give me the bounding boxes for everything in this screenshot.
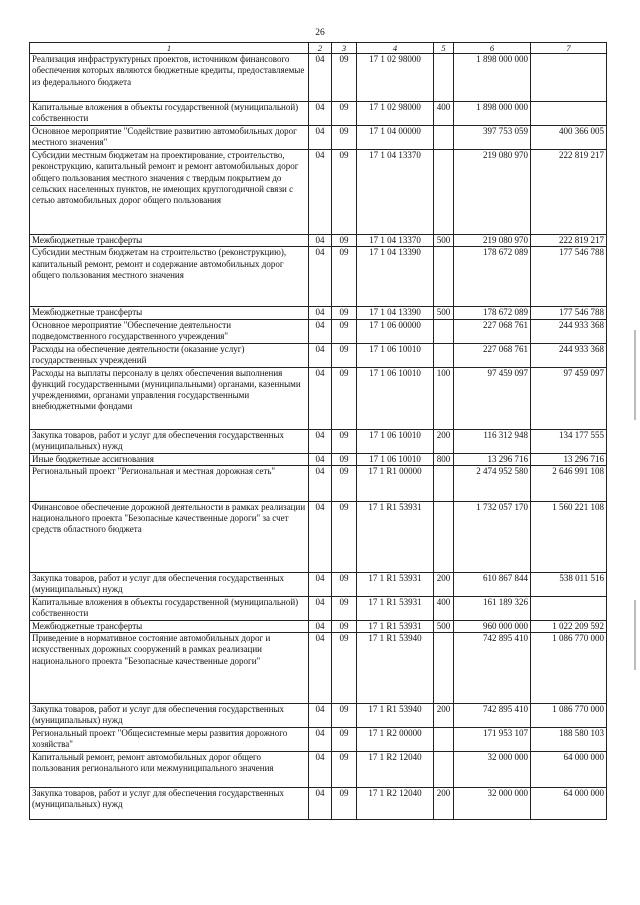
table-cell: Закупка товаров, работ и услуг для обеспечения государственных (муниципальных) нужд — [30, 704, 309, 728]
table-cell: 09 — [332, 572, 357, 596]
table-cell: 1 086 770 000 — [531, 633, 607, 704]
table-cell: 800 — [434, 453, 454, 465]
table-cell: 64 000 000 — [531, 752, 607, 788]
table-row — [30, 54, 607, 102]
table-cell: 04 — [309, 788, 332, 820]
table-cell: 17 1 R1 53931 — [357, 572, 434, 596]
table-row — [30, 788, 607, 820]
table-cell: Закупка товаров, работ и услуг для обеспечения государственных (муниципальных) нужд — [30, 572, 309, 596]
table-row — [30, 453, 607, 465]
table-cell: 09 — [332, 126, 357, 150]
column-header: 3 — [332, 43, 357, 54]
table-cell: 09 — [332, 319, 357, 343]
table-cell: 09 — [332, 150, 357, 235]
table-row — [30, 429, 607, 453]
table-cell: 09 — [332, 235, 357, 247]
table-cell: 161 189 326 — [454, 596, 531, 620]
table-cell: Межбюджетные трансферты — [30, 307, 309, 319]
table-cell: Закупка товаров, работ и услуг для обеспечения государственных (муниципальных) нужд — [30, 429, 309, 453]
table-cell: Приведение в нормативное состояние автомобильных дорог и искусственных дорожных сооружений в рамках реализации национального проекта "Безопасные качественные дороги" — [30, 633, 309, 704]
table-row — [30, 126, 607, 150]
table-row — [30, 728, 607, 752]
table-cell: 17 1 06 10010 — [357, 343, 434, 367]
table-row — [30, 752, 607, 788]
table-cell: 13 296 716 — [454, 453, 531, 465]
table-cell: 09 — [332, 102, 357, 126]
table-cell: Региональный проект "Региональная и местная дорожная сеть" — [30, 465, 309, 501]
table-cell: 09 — [332, 307, 357, 319]
table-cell: 17 1 06 10010 — [357, 453, 434, 465]
table-cell: 04 — [309, 126, 332, 150]
table-cell: 400 — [434, 596, 454, 620]
table-cell: 17 1 R1 53931 — [357, 620, 434, 632]
table-cell: 04 — [309, 150, 332, 235]
table-body — [30, 54, 607, 820]
table-cell: Основное мероприятие "Обеспечение деятельности подведомственного государственного учреждения" — [30, 319, 309, 343]
column-header: 4 — [357, 43, 434, 54]
table-cell: 04 — [309, 54, 332, 102]
table-cell: 17 1 R1 53940 — [357, 633, 434, 704]
table-cell: Капитальный ремонт, ремонт автомобильных дорог общего пользования регионального или межмуниципального значения — [30, 752, 309, 788]
table-cell: Финансовое обеспечение дорожной деятельности в рамках реализации национального проекта "Безопасные качественные дороги" за счет средств областного бюджета — [30, 501, 309, 572]
table-cell: Капитальные вложения в объекты государственной (муниципальной) собственности — [30, 596, 309, 620]
table-cell: 04 — [309, 235, 332, 247]
table-cell — [434, 319, 454, 343]
table-cell: 500 — [434, 235, 454, 247]
table-cell: 09 — [332, 367, 357, 429]
table-cell: 177 546 788 — [531, 247, 607, 307]
table-cell: 178 672 089 — [454, 307, 531, 319]
table-cell: 04 — [309, 319, 332, 343]
table-cell: 134 177 555 — [531, 429, 607, 453]
table-cell: 2 474 952 580 — [454, 465, 531, 501]
table-cell: 09 — [332, 247, 357, 307]
table-cell: 04 — [309, 752, 332, 788]
table-cell: 200 — [434, 704, 454, 728]
column-header: 7 — [531, 43, 607, 54]
table-row — [30, 620, 607, 632]
table-cell: 09 — [332, 633, 357, 704]
table-cell: 17 1 06 00000 — [357, 319, 434, 343]
table-cell: 32 000 000 — [454, 788, 531, 820]
table-cell: 17 1 06 10010 — [357, 429, 434, 453]
table-cell: 116 312 948 — [454, 429, 531, 453]
table-cell: 04 — [309, 501, 332, 572]
table-cell: 100 — [434, 367, 454, 429]
table-cell: Иные бюджетные ассигнования — [30, 453, 309, 465]
table-cell: Капитальные вложения в объекты государственной (муниципальной) собственности — [30, 102, 309, 126]
table-cell: 17 1 04 13390 — [357, 307, 434, 319]
budget-table — [29, 42, 607, 820]
table-cell: Закупка товаров, работ и услуг для обеспечения государственных (муниципальных) нужд — [30, 788, 309, 820]
table-row — [30, 465, 607, 501]
table-cell: 960 000 000 — [454, 620, 531, 632]
table-cell: 227 068 761 — [454, 343, 531, 367]
table-cell: Межбюджетные трансферты — [30, 235, 309, 247]
table-cell: 1 560 221 108 — [531, 501, 607, 572]
table-cell: 17 1 04 13370 — [357, 150, 434, 235]
table-cell: 188 580 103 — [531, 728, 607, 752]
column-header: 5 — [434, 43, 454, 54]
table-cell: 97 459 097 — [531, 367, 607, 429]
column-header: 2 — [309, 43, 332, 54]
table-cell: 400 366 005 — [531, 126, 607, 150]
table-cell — [434, 465, 454, 501]
table-cell: 17 1 R1 53940 — [357, 704, 434, 728]
table-cell — [434, 343, 454, 367]
table-cell: 09 — [332, 788, 357, 820]
table-row — [30, 572, 607, 596]
table-cell: 17 1 02 98000 — [357, 102, 434, 126]
table-cell: 397 753 059 — [454, 126, 531, 150]
table-cell: 04 — [309, 465, 332, 501]
table-cell: 200 — [434, 788, 454, 820]
table-row — [30, 247, 607, 307]
table-cell: 09 — [332, 429, 357, 453]
table-cell: 04 — [309, 704, 332, 728]
table-cell: 610 867 844 — [454, 572, 531, 596]
table-cell: 17 1 02 98000 — [357, 54, 434, 102]
table-cell: 500 — [434, 620, 454, 632]
column-number-row — [30, 43, 607, 54]
table-cell: 17 1 R1 00000 — [357, 465, 434, 501]
table-cell: 244 933 368 — [531, 319, 607, 343]
table-cell: 1 898 000 000 — [454, 102, 531, 126]
table-cell: 09 — [332, 343, 357, 367]
table-cell: 219 080 970 — [454, 150, 531, 235]
table-cell: Субсидии местным бюджетам на строительство (реконструкцию), капитальный ремонт, ремонт и содержание автомобильных дорог общего пользования местного значения — [30, 247, 309, 307]
table-cell: 200 — [434, 572, 454, 596]
table-cell: Расходы на обеспечение деятельности (оказание услуг) государственных учреждений — [30, 343, 309, 367]
table-cell: Региональный проект "Общесистемные меры развития дорожного хозяйства" — [30, 728, 309, 752]
table-cell: 17 1 04 13370 — [357, 235, 434, 247]
table-row — [30, 235, 607, 247]
table-cell — [434, 126, 454, 150]
table-cell: 04 — [309, 367, 332, 429]
table-cell — [531, 596, 607, 620]
table-cell: 09 — [332, 596, 357, 620]
table-cell: 1 022 209 592 — [531, 620, 607, 632]
table-cell: 178 672 089 — [454, 247, 531, 307]
table-cell: 1 898 000 000 — [454, 54, 531, 102]
table-cell: 222 819 217 — [531, 235, 607, 247]
table-cell: 04 — [309, 343, 332, 367]
table-cell: 13 296 716 — [531, 453, 607, 465]
table-cell: 04 — [309, 620, 332, 632]
table-row — [30, 633, 607, 704]
table-cell: 17 1 06 10010 — [357, 367, 434, 429]
table-cell: 04 — [309, 633, 332, 704]
table-cell — [434, 150, 454, 235]
table-cell: 09 — [332, 728, 357, 752]
table-cell: Основное мероприятие "Содействие развитию автомобильных дорог местного значения" — [30, 126, 309, 150]
table-cell: Субсидии местным бюджетам на проектирование, строительство, реконструкцию, капитальный ремонт и ремонт автомобильных дорог общего пользования местного значения с твердым покрытием до сельских населенных пунктов, не имеющих круглогодичной связи с сетью автомобильных дорог общего пользования — [30, 150, 309, 235]
table-row — [30, 596, 607, 620]
table-cell: 400 — [434, 102, 454, 126]
table-cell: 538 011 516 — [531, 572, 607, 596]
table-cell: 09 — [332, 465, 357, 501]
table-cell: 09 — [332, 453, 357, 465]
column-header: 6 — [454, 43, 531, 54]
table-cell: 04 — [309, 247, 332, 307]
table-cell — [434, 247, 454, 307]
table-row — [30, 367, 607, 429]
table-cell — [434, 501, 454, 572]
table-cell: 04 — [309, 728, 332, 752]
table-cell — [531, 102, 607, 126]
table-row — [30, 343, 607, 367]
table-row — [30, 102, 607, 126]
table-cell: Расходы на выплаты персоналу в целях обеспечения выполнения функций государственными (муниципальными) органами, казенными учреждениями, органами управления государственными внебюджетными фондами — [30, 367, 309, 429]
table-cell: 222 819 217 — [531, 150, 607, 235]
table-cell: 171 953 107 — [454, 728, 531, 752]
table-cell: 09 — [332, 501, 357, 572]
table-cell: 2 646 991 108 — [531, 465, 607, 501]
table-cell — [434, 54, 454, 102]
table-cell: 09 — [332, 620, 357, 632]
table-cell: 500 — [434, 307, 454, 319]
table-cell: 1 732 057 170 — [454, 501, 531, 572]
table-row — [30, 150, 607, 235]
table-cell: 09 — [332, 752, 357, 788]
table-cell: 17 1 R2 12040 — [357, 752, 434, 788]
table-cell: 742 895 410 — [454, 633, 531, 704]
table-cell: 227 068 761 — [454, 319, 531, 343]
table-row — [30, 319, 607, 343]
table-cell: 17 1 R1 53931 — [357, 596, 434, 620]
table-cell: 17 1 R2 00000 — [357, 728, 434, 752]
table-cell: 97 459 097 — [454, 367, 531, 429]
table-cell: 200 — [434, 429, 454, 453]
table-cell: 32 000 000 — [454, 752, 531, 788]
table-cell — [531, 54, 607, 102]
table-cell: 04 — [309, 596, 332, 620]
scan-edge-mark — [634, 330, 636, 420]
table-cell: 17 1 04 00000 — [357, 126, 434, 150]
table-cell: 04 — [309, 307, 332, 319]
table-cell: 04 — [309, 429, 332, 453]
scan-edge-mark — [634, 600, 636, 670]
page-number: 26 — [315, 28, 325, 38]
table-row — [30, 704, 607, 728]
table-cell: Межбюджетные трансферты — [30, 620, 309, 632]
table-row — [30, 501, 607, 572]
table-cell: 09 — [332, 54, 357, 102]
table-cell — [434, 752, 454, 788]
table-cell: 1 086 770 000 — [531, 704, 607, 728]
table-row — [30, 307, 607, 319]
column-header: 1 — [30, 43, 309, 54]
table-cell: 244 933 368 — [531, 343, 607, 367]
table-cell: 17 1 04 13390 — [357, 247, 434, 307]
table-cell: 742 895 410 — [454, 704, 531, 728]
table-cell: 04 — [309, 453, 332, 465]
table-cell: Реализация инфраструктурных проектов, источником финансового обеспечения которых являются бюджетные кредиты, предоставляемые из федерального бюджета — [30, 54, 309, 102]
table-cell — [434, 633, 454, 704]
table-cell: 177 546 788 — [531, 307, 607, 319]
table-cell — [434, 728, 454, 752]
table-cell: 64 000 000 — [531, 788, 607, 820]
table-cell: 219 080 970 — [454, 235, 531, 247]
table-cell: 04 — [309, 102, 332, 126]
table-cell: 17 1 R2 12040 — [357, 788, 434, 820]
table-cell: 09 — [332, 704, 357, 728]
table-cell: 04 — [309, 572, 332, 596]
table-cell: 17 1 R1 53931 — [357, 501, 434, 572]
